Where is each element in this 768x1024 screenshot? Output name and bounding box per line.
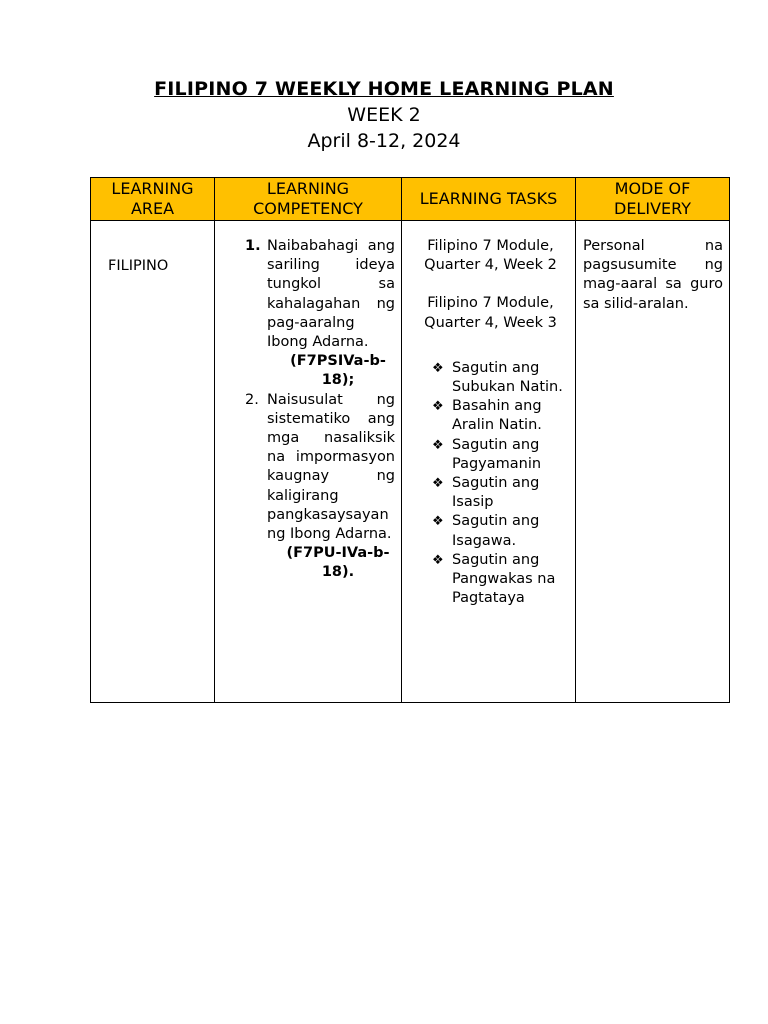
competency-text: Naibabahagi ang sariling ideya tungkol sa kahalagahan ng pag-aaralng Ibong Adarna.: [267, 238, 395, 351]
diamond-bullet-icon: ❖: [432, 360, 444, 376]
task-list: [408, 359, 573, 609]
header-learning-competency: LEARNING COMPETENCY: [215, 178, 402, 221]
list-item: [408, 397, 573, 435]
competency-number: 1.: [245, 238, 261, 254]
competency-item: [215, 391, 395, 583]
learning-area-cell: [91, 221, 215, 703]
week-label: WEEK 2: [347, 104, 421, 126]
mode-of-delivery-cell: [576, 221, 730, 703]
task-text: Sagutin ang Pagyamanin: [452, 436, 542, 472]
task-text: Sagutin ang Subukan Natin.: [452, 359, 563, 396]
learning-competency-cell: [215, 221, 402, 703]
list-item: [408, 512, 573, 550]
learning-tasks-cell: [402, 221, 576, 703]
task-text: Basahin ang Aralin Natin.: [452, 398, 542, 434]
diamond-bullet-icon: ❖: [432, 552, 444, 568]
diamond-bullet-icon: ❖: [432, 514, 444, 530]
competency-number: 2.: [245, 391, 259, 408]
document-header: [0, 76, 768, 154]
list-item: [408, 436, 573, 474]
learning-area-value: FILIPINO: [108, 258, 169, 274]
list-item: [408, 359, 573, 397]
document-title: FILIPINO 7 WEEKLY HOME LEARNING PLAN: [154, 78, 614, 100]
diamond-bullet-icon: ❖: [432, 476, 444, 492]
diamond-bullet-icon: ❖: [432, 437, 444, 453]
table-header-row: [91, 178, 730, 221]
task-text: Sagutin ang Pangwakas na Pagtataya: [452, 551, 556, 607]
list-item: [408, 551, 573, 609]
task-text: Sagutin ang Isagawa.: [452, 513, 540, 549]
module-reference: Filipino 7 Module, Quarter 4, Week 3: [424, 295, 557, 331]
competency-item: [215, 237, 395, 391]
module-reference: Filipino 7 Module, Quarter 4, Week 2: [424, 238, 557, 274]
date-range: April 8-12, 2024: [307, 130, 461, 152]
competency-list: [215, 237, 395, 583]
competency-text: Naisusulat ng sistematiko ang mga nasaliksik na impormasyon kaugnay ng kaligirang pangkasaysayan ng Ibong Adarna.: [267, 391, 395, 543]
diamond-bullet-icon: ❖: [432, 399, 444, 415]
list-item: [408, 474, 573, 512]
table-row: [91, 221, 730, 703]
task-text: Sagutin ang Isasip: [452, 475, 540, 511]
header-learning-area: LEARNING AREA: [91, 178, 215, 221]
competency-code: (F7PU-IVa-b-18).: [286, 545, 390, 581]
mode-of-delivery-value: Personal na pagsusumite ng mag-aaral sa guro sa silid-aralan.: [583, 238, 723, 312]
header-mode-of-delivery: MODE OF DELIVERY: [576, 178, 730, 221]
learning-plan-table: [90, 177, 730, 703]
header-learning-tasks: LEARNING TASKS: [402, 178, 576, 221]
competency-code: (F7PSIVa-b-18);: [290, 353, 386, 389]
